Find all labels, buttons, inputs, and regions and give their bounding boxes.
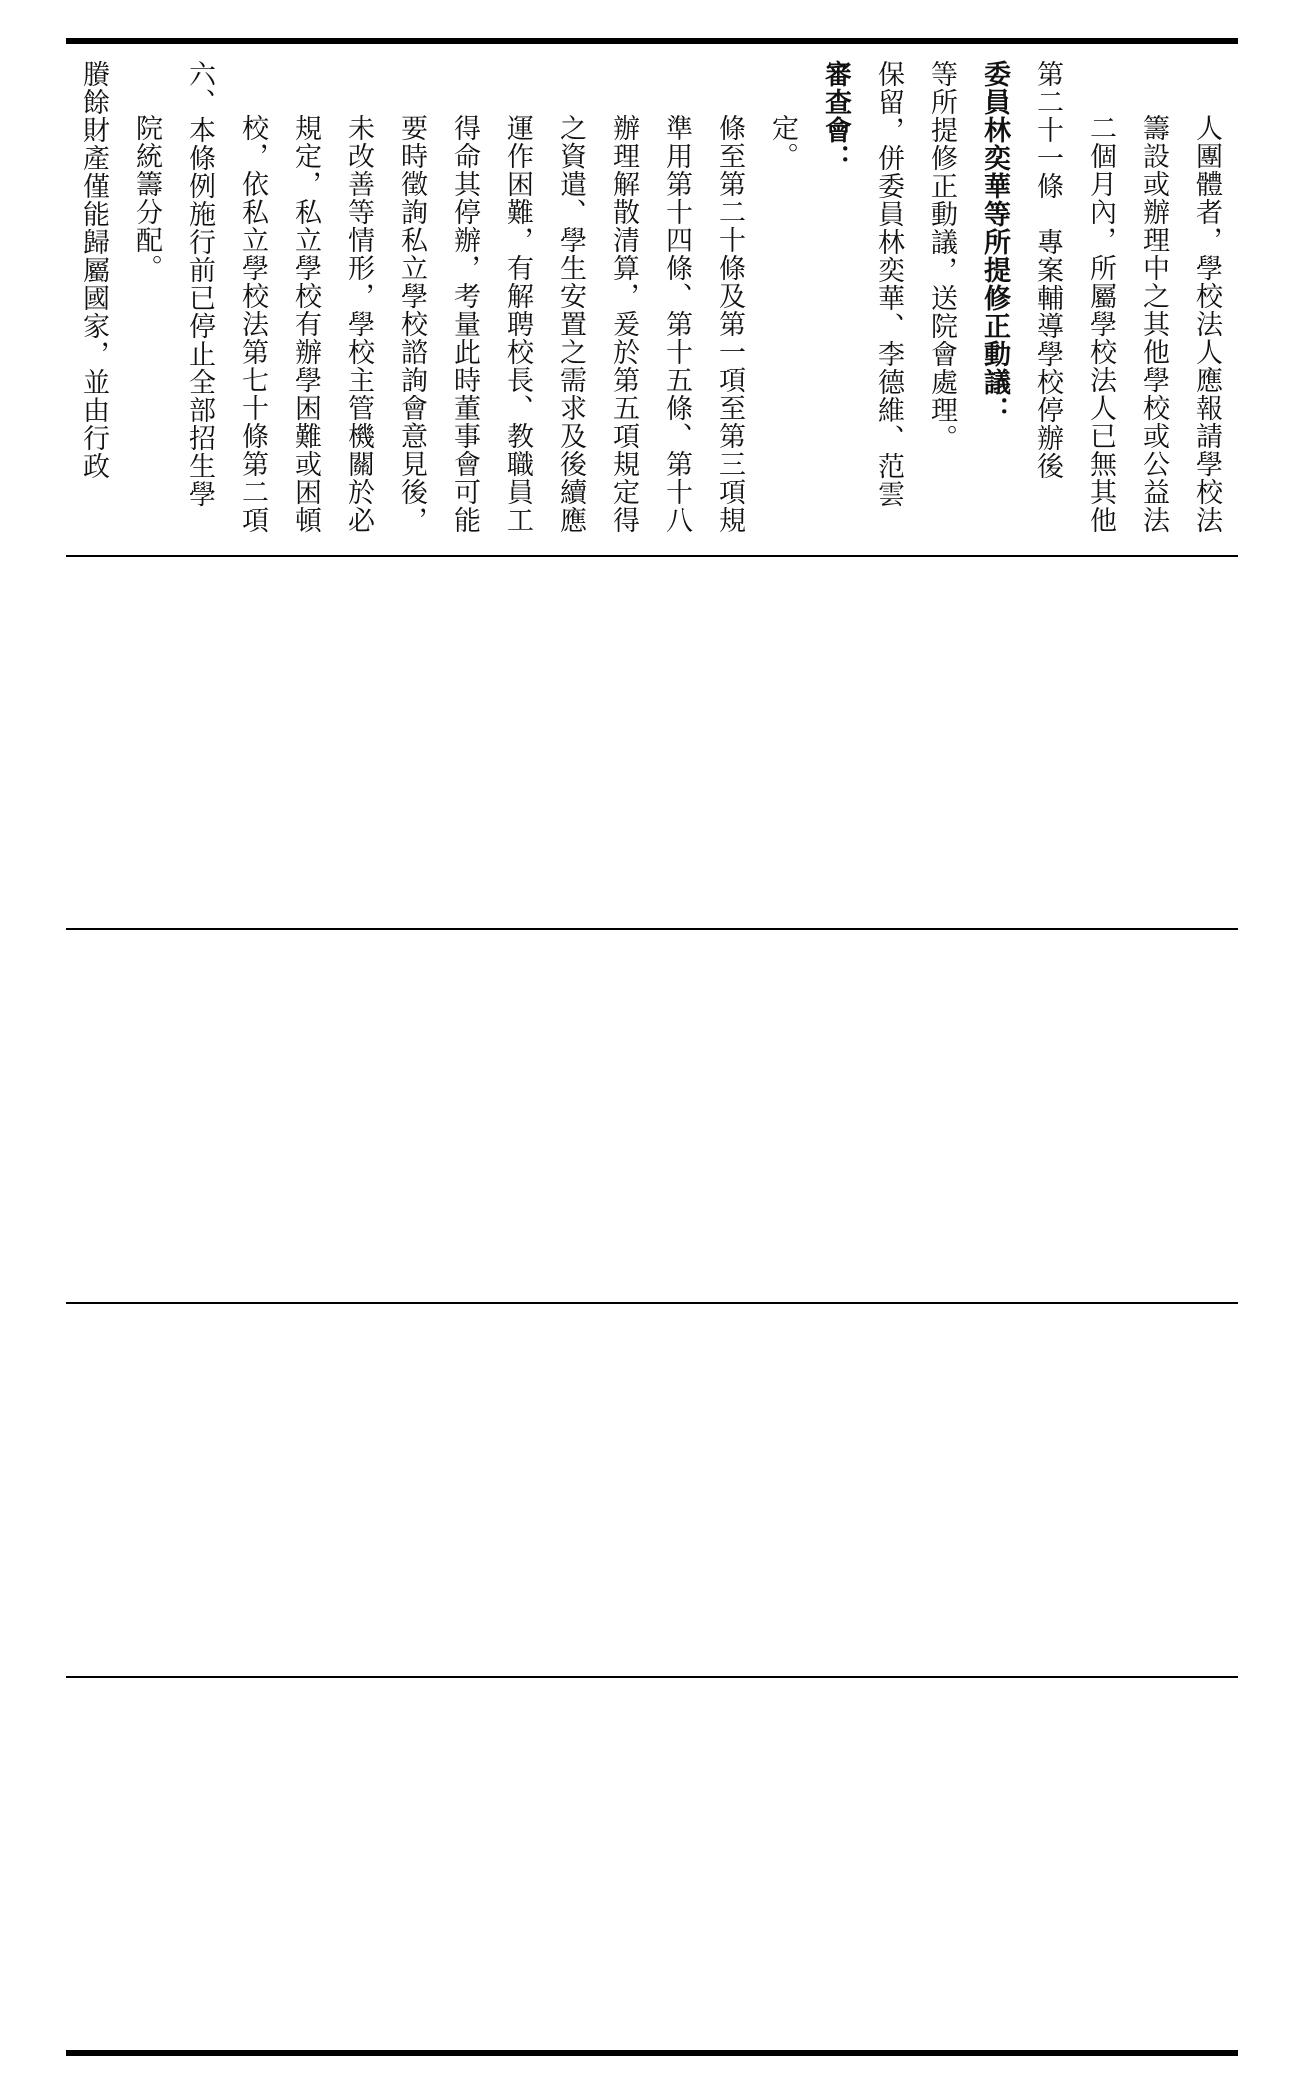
text-line: 準用第十四條、第十五條、第十八 bbox=[661, 114, 692, 534]
text-line: 等所提修正動議，送院會處理。 bbox=[926, 60, 957, 452]
text-line: 辦理解散清算，爰於第五項規定得 bbox=[608, 114, 639, 534]
text-line: 賸餘財產僅能歸屬國家，並由行政 bbox=[78, 60, 109, 480]
text-line: 保留，併委員林奕華、李德維、范雲 bbox=[873, 60, 904, 508]
section-heading: 審查會： bbox=[820, 60, 851, 172]
row-divider bbox=[66, 555, 1238, 557]
text-line: 院統籌分配。 bbox=[131, 114, 162, 282]
text-line: 之資遣、學生安置之需求及後續應 bbox=[555, 114, 586, 534]
row-divider bbox=[66, 1676, 1238, 1678]
text-line: 籌設或辦理中之其他學校或公益法 bbox=[1138, 114, 1169, 534]
text-cell bbox=[66, 44, 1238, 555]
text-line: 條至第二十條及第一項至第三項規 bbox=[714, 114, 745, 534]
text-line: 定。 bbox=[767, 114, 798, 170]
text-line: 校，依私立學校法第七十條第二項 bbox=[237, 114, 268, 534]
bottom-rule bbox=[66, 2050, 1238, 2056]
row-divider bbox=[66, 1302, 1238, 1304]
text-line: 要時徵詢私立學校諮詢會意見後， bbox=[396, 114, 427, 534]
text-line: 六、本條例施行前已停止全部招生學 bbox=[184, 60, 215, 508]
text-line: 二個月內，所屬學校法人已無其他 bbox=[1085, 114, 1116, 534]
row-divider bbox=[66, 928, 1238, 930]
text-line: 得命其停辦，考量此時董事會可能 bbox=[449, 114, 480, 534]
text-line: 運作困難，有解聘校長、教職員工 bbox=[502, 114, 533, 534]
section-heading: 委員林奕華等所提修正動議： bbox=[979, 60, 1010, 424]
text-line: 人團體者，學校法人應報請學校法 bbox=[1191, 114, 1222, 534]
text-line: 未改善等情形，學校主管機關於必 bbox=[343, 114, 374, 534]
text-line: 規定，私立學校有辦學困難或困頓 bbox=[290, 114, 321, 534]
text-line: 第二十一條 專案輔導學校停辦後 bbox=[1032, 60, 1063, 480]
